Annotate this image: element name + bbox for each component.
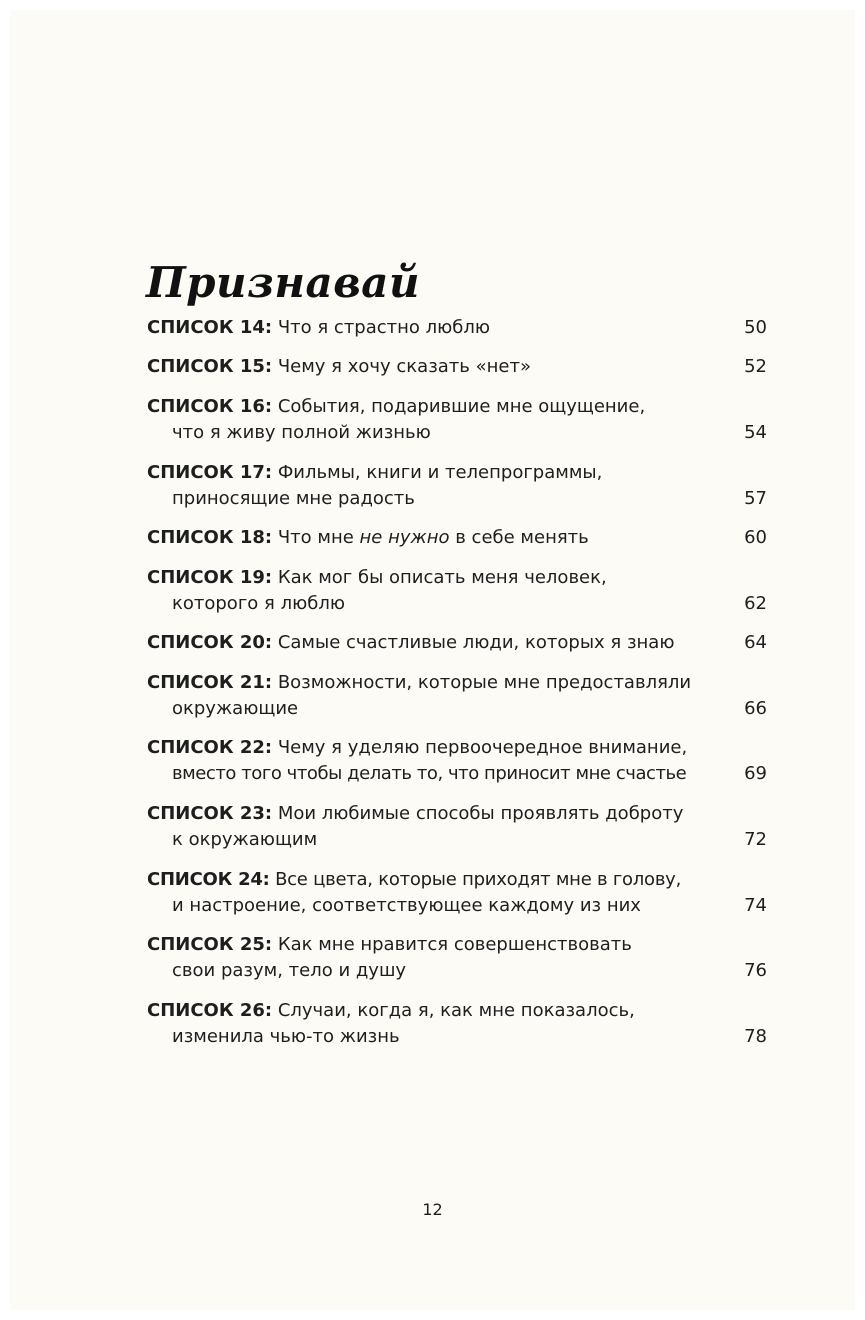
toc-label: СПИСОК 22: (147, 737, 273, 758)
toc-title: Что я страстно люблю (277, 317, 491, 338)
toc-label: СПИСОК 18: (147, 527, 273, 548)
toc-title: Как мне нравится совершенствовать (277, 934, 632, 955)
toc-page-number: 72 (744, 829, 767, 850)
toc-page-number: 74 (744, 895, 767, 916)
toc-page-number: 52 (744, 356, 767, 377)
toc-title-part: в себе менять (449, 527, 589, 548)
toc-title: Чему я хочу сказать «нет» (277, 356, 531, 377)
toc-page-number: 76 (744, 960, 767, 981)
toc-entry-26 (147, 998, 767, 1050)
toc-label: СПИСОК 15: (147, 356, 273, 377)
toc-entry-23 (147, 801, 767, 853)
toc-label: СПИСОК 23: (147, 803, 273, 824)
toc-entry-22 (147, 735, 767, 787)
toc-entry-18 (147, 525, 767, 551)
toc-entry-14 (147, 315, 767, 341)
toc-entry-16 (147, 394, 767, 446)
toc-page-number: 62 (744, 593, 767, 614)
toc-title: Случаи, когда я, как мне показалось, (277, 1000, 635, 1021)
toc-title-emphasis: не нужно (359, 527, 450, 548)
toc-label: СПИСОК 14: (147, 317, 273, 338)
toc-label: СПИСОК 17: (147, 462, 273, 483)
toc-title-continued: вместо того чтобы делать то, что приносит мне счастье (172, 763, 687, 784)
toc-title: Фильмы, книги и телепрограммы, (277, 462, 603, 483)
toc-page-number: 54 (744, 422, 767, 443)
toc-page-number: 64 (744, 632, 767, 653)
toc-entry-17 (147, 460, 767, 512)
toc-title-continued: и настроение, соответствующее каждому из них (172, 895, 641, 916)
section-title: Признавай (146, 258, 421, 307)
toc-label: СПИСОК 26: (147, 1000, 273, 1021)
toc-title-continued: приносящие мне радость (172, 488, 415, 509)
toc-title-continued: изменила чью-то жизнь (172, 1026, 400, 1047)
toc-title: Возможности, которые мне предоставляли (277, 672, 692, 693)
toc-title-part: Что мне (277, 527, 360, 548)
toc-label: СПИСОК 25: (147, 934, 273, 955)
toc-title-continued: которого я люблю (172, 593, 345, 614)
toc-label: СПИСОК 16: (147, 396, 273, 417)
toc-label: СПИСОК 20: (147, 632, 273, 653)
toc-title-continued: к окружающим (172, 829, 318, 850)
toc-entry-15 (147, 354, 767, 380)
toc-title: Самые счастливые люди, которых я знаю (277, 632, 675, 653)
toc-title: Чему я уделяю первоочередное внимание, (277, 737, 688, 758)
page-number-footer: 12 (422, 1200, 443, 1219)
toc-page-number: 69 (744, 763, 767, 784)
toc-entry-19 (147, 565, 767, 617)
toc-title: Как мог бы описать меня человек, (277, 567, 607, 588)
toc-entry-25 (147, 932, 767, 984)
toc-entry-21 (147, 670, 767, 722)
toc-title-continued: окружающие (172, 698, 299, 719)
toc-title-continued: что я живу полной жизнью (172, 422, 431, 443)
toc-label: СПИСОК 19: (147, 567, 273, 588)
toc-page-number: 50 (744, 317, 767, 338)
toc-title (278, 527, 589, 548)
toc-title-continued: свои разум, тело и душу (172, 960, 407, 981)
toc-page-number: 66 (744, 698, 767, 719)
toc-title: События, подарившие мне ощущение, (277, 396, 646, 417)
toc-page-number: 57 (744, 488, 767, 509)
toc-entry-24 (147, 867, 767, 919)
toc-page-number: 78 (744, 1026, 767, 1047)
toc-label: СПИСОК 21: (147, 672, 273, 693)
toc-page-number: 60 (744, 527, 767, 548)
toc-title: Все цвета, которые приходят мне в голову, (275, 869, 682, 890)
toc-entry-20 (147, 630, 767, 656)
toc-title: Мои любимые способы проявлять доброту (277, 803, 684, 824)
book-page (10, 10, 855, 1310)
toc-label: СПИСОК 24: (147, 869, 270, 890)
